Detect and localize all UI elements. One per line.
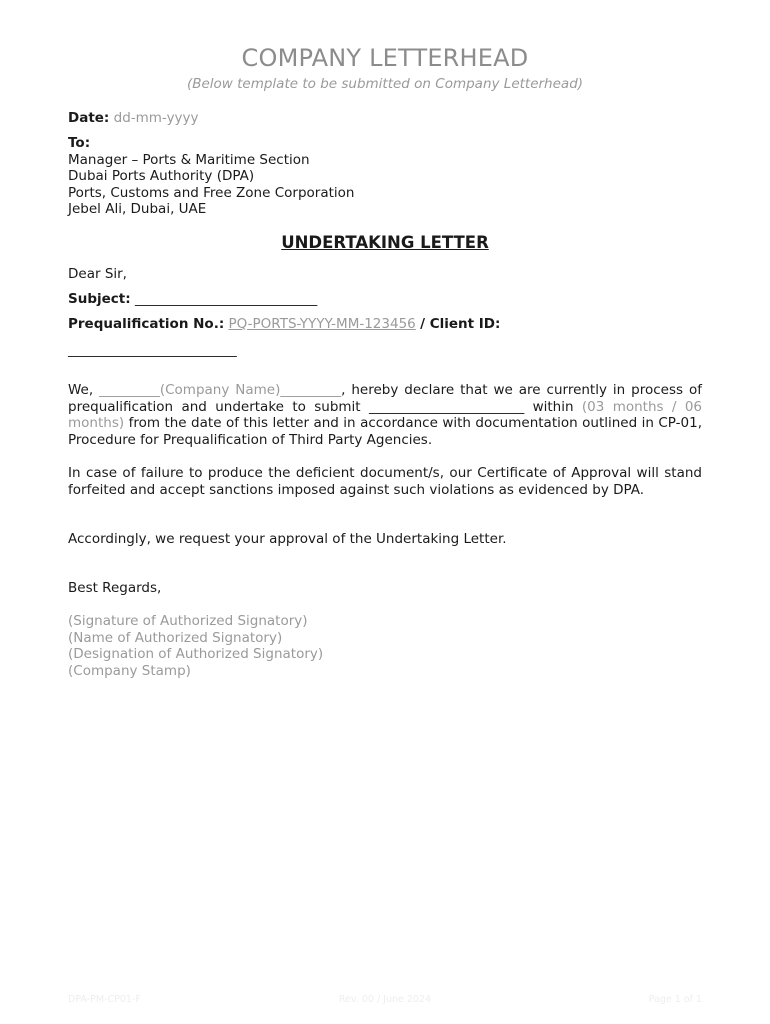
prequalification-number: PQ-PORTS-YYYY-MM-123456 <box>228 316 416 332</box>
company-blank-pre: _________ <box>99 382 160 398</box>
letterhead-subtitle: (Below template to be submitted on Company Letterhead) <box>186 76 584 92</box>
name-line: (Name of Authorized Signatory) <box>68 629 283 646</box>
to-line: Jebel Ali, Dubai, UAE <box>68 201 207 217</box>
subject-blank: ___________________________ <box>134 291 318 307</box>
letterhead-title: COMPANY LETTERHEAD <box>241 44 529 72</box>
closing: Best Regards, <box>68 580 162 596</box>
client-id-blank: _________________________ <box>68 342 237 358</box>
subject-label: Subject: <box>68 291 131 307</box>
salutation: Dear Sir, <box>68 266 127 282</box>
to-line: Manager – Ports & Maritime Section <box>68 151 310 168</box>
to-block <box>68 135 702 218</box>
date-line <box>68 110 702 127</box>
footer-revision: Rev. 00 / June 2024 <box>338 994 432 1005</box>
prequalification-label: Prequalification No.: <box>68 316 225 332</box>
request-paragraph: Accordingly, we request your approval of the Undertaking Letter. <box>68 531 507 547</box>
subject-line <box>68 291 702 308</box>
declaration-we: We, <box>68 382 100 398</box>
declaration-paragraph <box>68 382 702 448</box>
declaration-text-a: , hereby declare that we are currently in process of prequalification and undertake to submit _______________________ within <box>68 382 702 415</box>
company-stamp-line: (Company Stamp) <box>68 662 191 679</box>
forfeiture-paragraph: In case of failure to produce the deficient document/s, our Certificate of Approval will stand forfeited and accept sanctions imposed against such violations as evidenced by DPA. <box>68 465 702 498</box>
signature-block <box>68 613 702 679</box>
client-id-label: / Client ID: <box>420 316 501 332</box>
date-value: dd-mm-yyyy <box>113 110 199 126</box>
date-label: Date: <box>68 110 110 126</box>
signature-line: (Signature of Authorized Signatory) <box>68 613 308 629</box>
declaration-text-b: from the date of this letter and in accordance with documentation outlined in CP-01, Procedure for Prequalification of Third Party Agencies. <box>68 415 702 448</box>
designation-line: (Designation of Authorized Signatory) <box>68 646 324 662</box>
months-placeholder: (03 months / 06 months) <box>68 398 703 431</box>
footer-page-number: Page 1 of 1 <box>648 994 702 1005</box>
to-label: To: <box>68 135 91 151</box>
to-line: Ports, Customs and Free Zone Corporation <box>68 184 355 201</box>
prequalification-line <box>68 316 702 333</box>
to-line: Dubai Ports Authority (DPA) <box>68 168 255 184</box>
company-blank-post: _________ <box>280 382 342 398</box>
document-title: UNDERTAKING LETTER <box>281 233 489 252</box>
footer-doc-code: DPA-PM-CP01-F <box>68 994 141 1005</box>
company-name-placeholder: (Company Name) <box>159 382 281 398</box>
